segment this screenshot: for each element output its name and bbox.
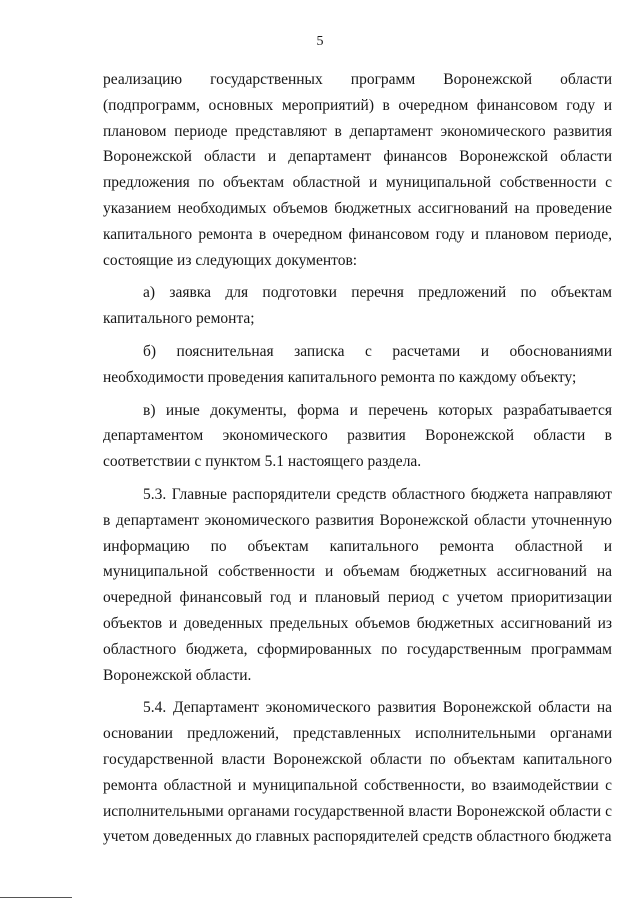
paragraph-item-a: а) заявка для подготовки перечня предложений по объектам капитального ремонта; (103, 284, 612, 328)
paragraph-continuation: реализацию государственных программ Воронежской области (подпрограмм, основных мероприятий) в очередном финансовом году и плановом периоде представляют в департамент экономического развития Воронежской области и департамент финансов Воронежской области предложения по объектам областной и муниципальной собственности с указанием необходимых объемов бюджетных ассигнований на проведение капитального ремонта в очередном финансовом году и плановом периоде, состоящие из следующих документов: (103, 71, 612, 269)
paragraph-item-b: б) пояснительная записка с расчетами и обоснованиями необходимости проведения капитального ремонта по каждому объекту; (103, 342, 612, 386)
paragraph-item-c: в) иные документы, форма и перечень которых разрабатывается департаментом экономического развития Воронежской области в соответствии с пунктом 5.1 настоящего раздела. (103, 401, 612, 471)
paragraph-section-5-4: 5.4. Департамент экономического развития Воронежской области на основании предложений, представленных исполнительными органами государственной власти Воронежской области по объектам капитального ремонта областной и муниципальной собственности, во взаимодействии с исполнительными органами государственной власти Воронежской области с учетом доведенных до главных распорядителей средств областного бюджета (103, 699, 612, 846)
footer-rule (0, 897, 72, 898)
document-body (103, 67, 612, 850)
paragraph-section-5-3: 5.3. Главные распорядители средств областного бюджета направляют в департамент экономического развития Воронежской области уточненную информацию по объектам капитального ремонта областной и муниципальной собственности и объемам бюджетных ассигнований на очередной финансовый год и плановый период с учетом приоритизации объектов и доведенных предельных объемов бюджетных ассигнований из областного бюджета, сформированных по государственным программам Воронежской области. (103, 485, 612, 684)
page-number: 5 (316, 34, 324, 49)
